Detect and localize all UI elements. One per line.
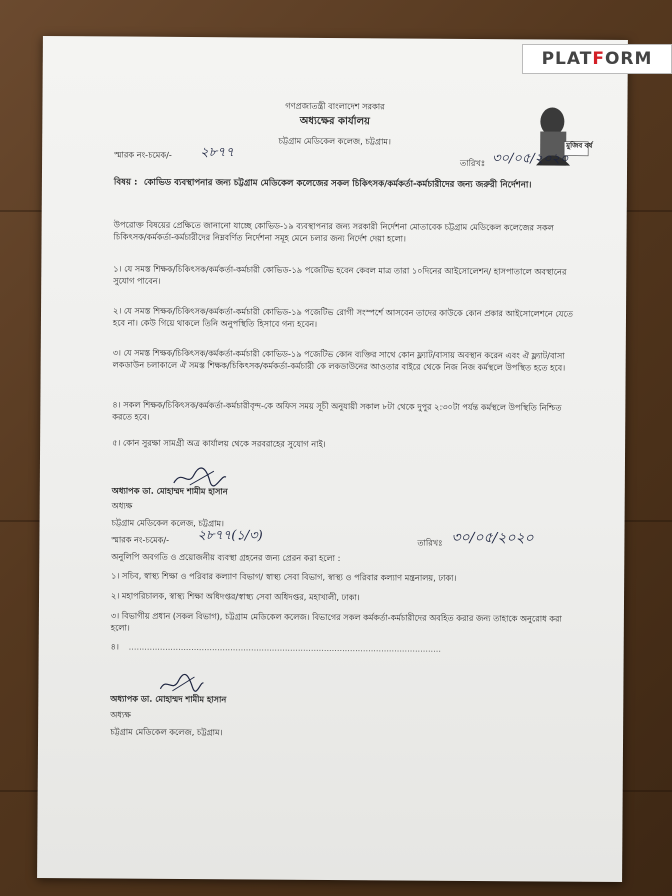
directive-item: ২। যে সমস্ত শিক্ষক/চিকিৎসক/কর্মকর্তা-কর্মচারী কোভিড-১৯ পজেটিভ রোগী সংস্পর্শে আসবেন তাদের কাউকে কোন প্রকার আইসোলেশনে যেতে হবে না। কেউ গিয়ে থাকলে তিনি অনুপস্থিতি হিসাবে গন্য হবেন।: [112, 305, 573, 329]
signatory-institution: চট্টগ্রাম মেডিকেল কলেজ, চট্টগ্রাম।: [111, 517, 225, 529]
signatory-name-2: অধ্যাপক ডা. মোহাম্মদ শামীম হাসান: [110, 693, 227, 705]
signatory-name: অধ্যাপক ডা. মোহাম্মদ শামীম হাসান: [111, 485, 228, 497]
memo-date-value: ৩০/০৫/২০২০: [492, 151, 569, 167]
document-page: [37, 36, 628, 882]
memo-number-label: স্মারক নং-চমেক/-: [114, 149, 172, 160]
institution-header: চট্টগ্রাম মেডিকেল কলেজ, চট্টগ্রাম।: [278, 135, 391, 147]
memo2-number-label: স্মারক নং-চমেক/-: [111, 534, 170, 545]
copy-intro: অনুলিপি অবগতি ও প্রয়োজনীয় ব্যবস্থা গ্রহনের জন্য প্রেরন করা হলো :: [111, 551, 341, 564]
signatory-institution-2: চট্টগ্রাম মেডিকেল কলেজ, চট্টগ্রাম।: [110, 726, 223, 738]
signatory-title-2: অধ্যক্ষ: [110, 709, 131, 720]
intro-paragraph: উপরোক্ত বিষয়ের প্রেক্ষিতে জানানো যাচ্ছে কোভিড-১৯ ব্যবস্থাপনার জন্য সরকারী নির্দেশনা মোতাবেক চট্টগ্রাম মেডিকেল কলেজের সকল চিকিৎসক/কর্মকর্তা-কর্মচারীদের নিম্নবর্ণিত নির্দেশনা সমূহ মেনে চলার জন্য নির্দেশ দেয়া হলো।: [113, 219, 554, 244]
office-title: অধ্যক্ষের কার্যালয়: [299, 115, 370, 128]
recipient-item: ২। মহাপরিচালক, স্বাস্থ্য শিক্ষা অধিদপ্তর/স্বাস্থ্য সেবা অধিদপ্তর, মহাখালী, ঢাকা।: [111, 590, 360, 603]
recipient-item: ৩। বিভাগীয় প্রধান (সকল বিভাগ), চট্টগ্রাম মেডিকেল কলেজ। বিভাগের সকল কর্মকর্তা-কর্মচারীদের অবহিত করার জন্য তাহাকে অনুরোধ করা হলো।: [110, 610, 562, 633]
subject-text: কোভিড ব্যবস্থাপনার জন্য চট্টগ্রাম মেডিকেল কলেজের সকল চিকিৎসক/কর্মকর্তা-কর্মচারীদের জন্য জরুরী নির্দেশনা।: [143, 177, 532, 191]
signatory-title: অধ্যক্ষ: [111, 500, 133, 511]
directive-item: ১। যে সমস্ত শিক্ষক/চিকিৎসক/কর্মকর্তা-কর্মচারী কোভিড-১৯ পজেটিভ হবেন কেবল মাত্র তারা ১০দিনের আইসোলেশন/ হাসপাতালে অবস্থানের সুযোগ পাবেন।: [113, 263, 567, 286]
dotted-line: ........................................................................................................................: [128, 641, 442, 654]
memo2-number-value: ২৮৭৭(১/৩): [197, 528, 263, 544]
memo-date-label: তারিখঃ: [460, 157, 486, 169]
directive-item: ৪। সকল শিক্ষক/চিকিৎসক/কর্মকর্তা-কর্মচারীবৃন্দ-কে অফিস সময় সূচী অনুযায়ী সকাল ৮টা থেকে দুপুর ২:৩০টা পর্যন্ত কর্মস্থলে উপস্থিতি নিশ্চিত করতে হবে।: [112, 399, 562, 422]
govt-header: গণপ্রজাতন্ত্রী বাংলাদেশ সরকার: [285, 100, 385, 112]
memo-number-value: ২৮৭৭: [200, 145, 234, 161]
portrait-caption: মুজিব বর্ষ: [566, 141, 593, 150]
directive-item: ৫। কোন সুরক্ষা সামগ্রী অত্র কার্যালয় থেকে সরবরাহের সুযোগ নাই।: [112, 437, 326, 449]
watermark-logo: PLAT F ORM: [522, 44, 672, 74]
subject-label: বিষয় :: [113, 177, 138, 188]
recipient-item: ১। সচিব, স্বাস্থ্য শিক্ষা ও পরিবার কল্যাণ বিভাগ/ স্বাস্থ্য সেবা বিভাগ, স্বাস্থ্য ও পরিবার কল্যাণ মন্ত্রনালয়, ঢাকা।: [111, 570, 457, 583]
directive-item: ৩। যে সমস্ত শিক্ষক/চিকিৎসক/কর্মকর্তা-কর্মচারী কোভিড-১৯ পজেটিভ কোন ব্যক্তির সাথে কোন ফ্ল্যাট/বাসায় অবস্থান করেন এবং ঐ ফ্ল্যাট/বাসা লকডাউন চলাকালে ঐ সমস্ত শিক্ষক/চিকিৎসক/কর্মকর্তা-কর্মচারী কে লকডাউনের আওতার বাইরে থেকে নিজ নিজ কর্মস্থলে উপস্থিত হতে হবে।: [112, 347, 566, 373]
recipient-item: ৪।: [110, 641, 119, 652]
memo2-date-value: ৩০/০৫/২০২০: [451, 529, 534, 547]
memo2-date-label: তারিখঃ: [417, 537, 443, 548]
